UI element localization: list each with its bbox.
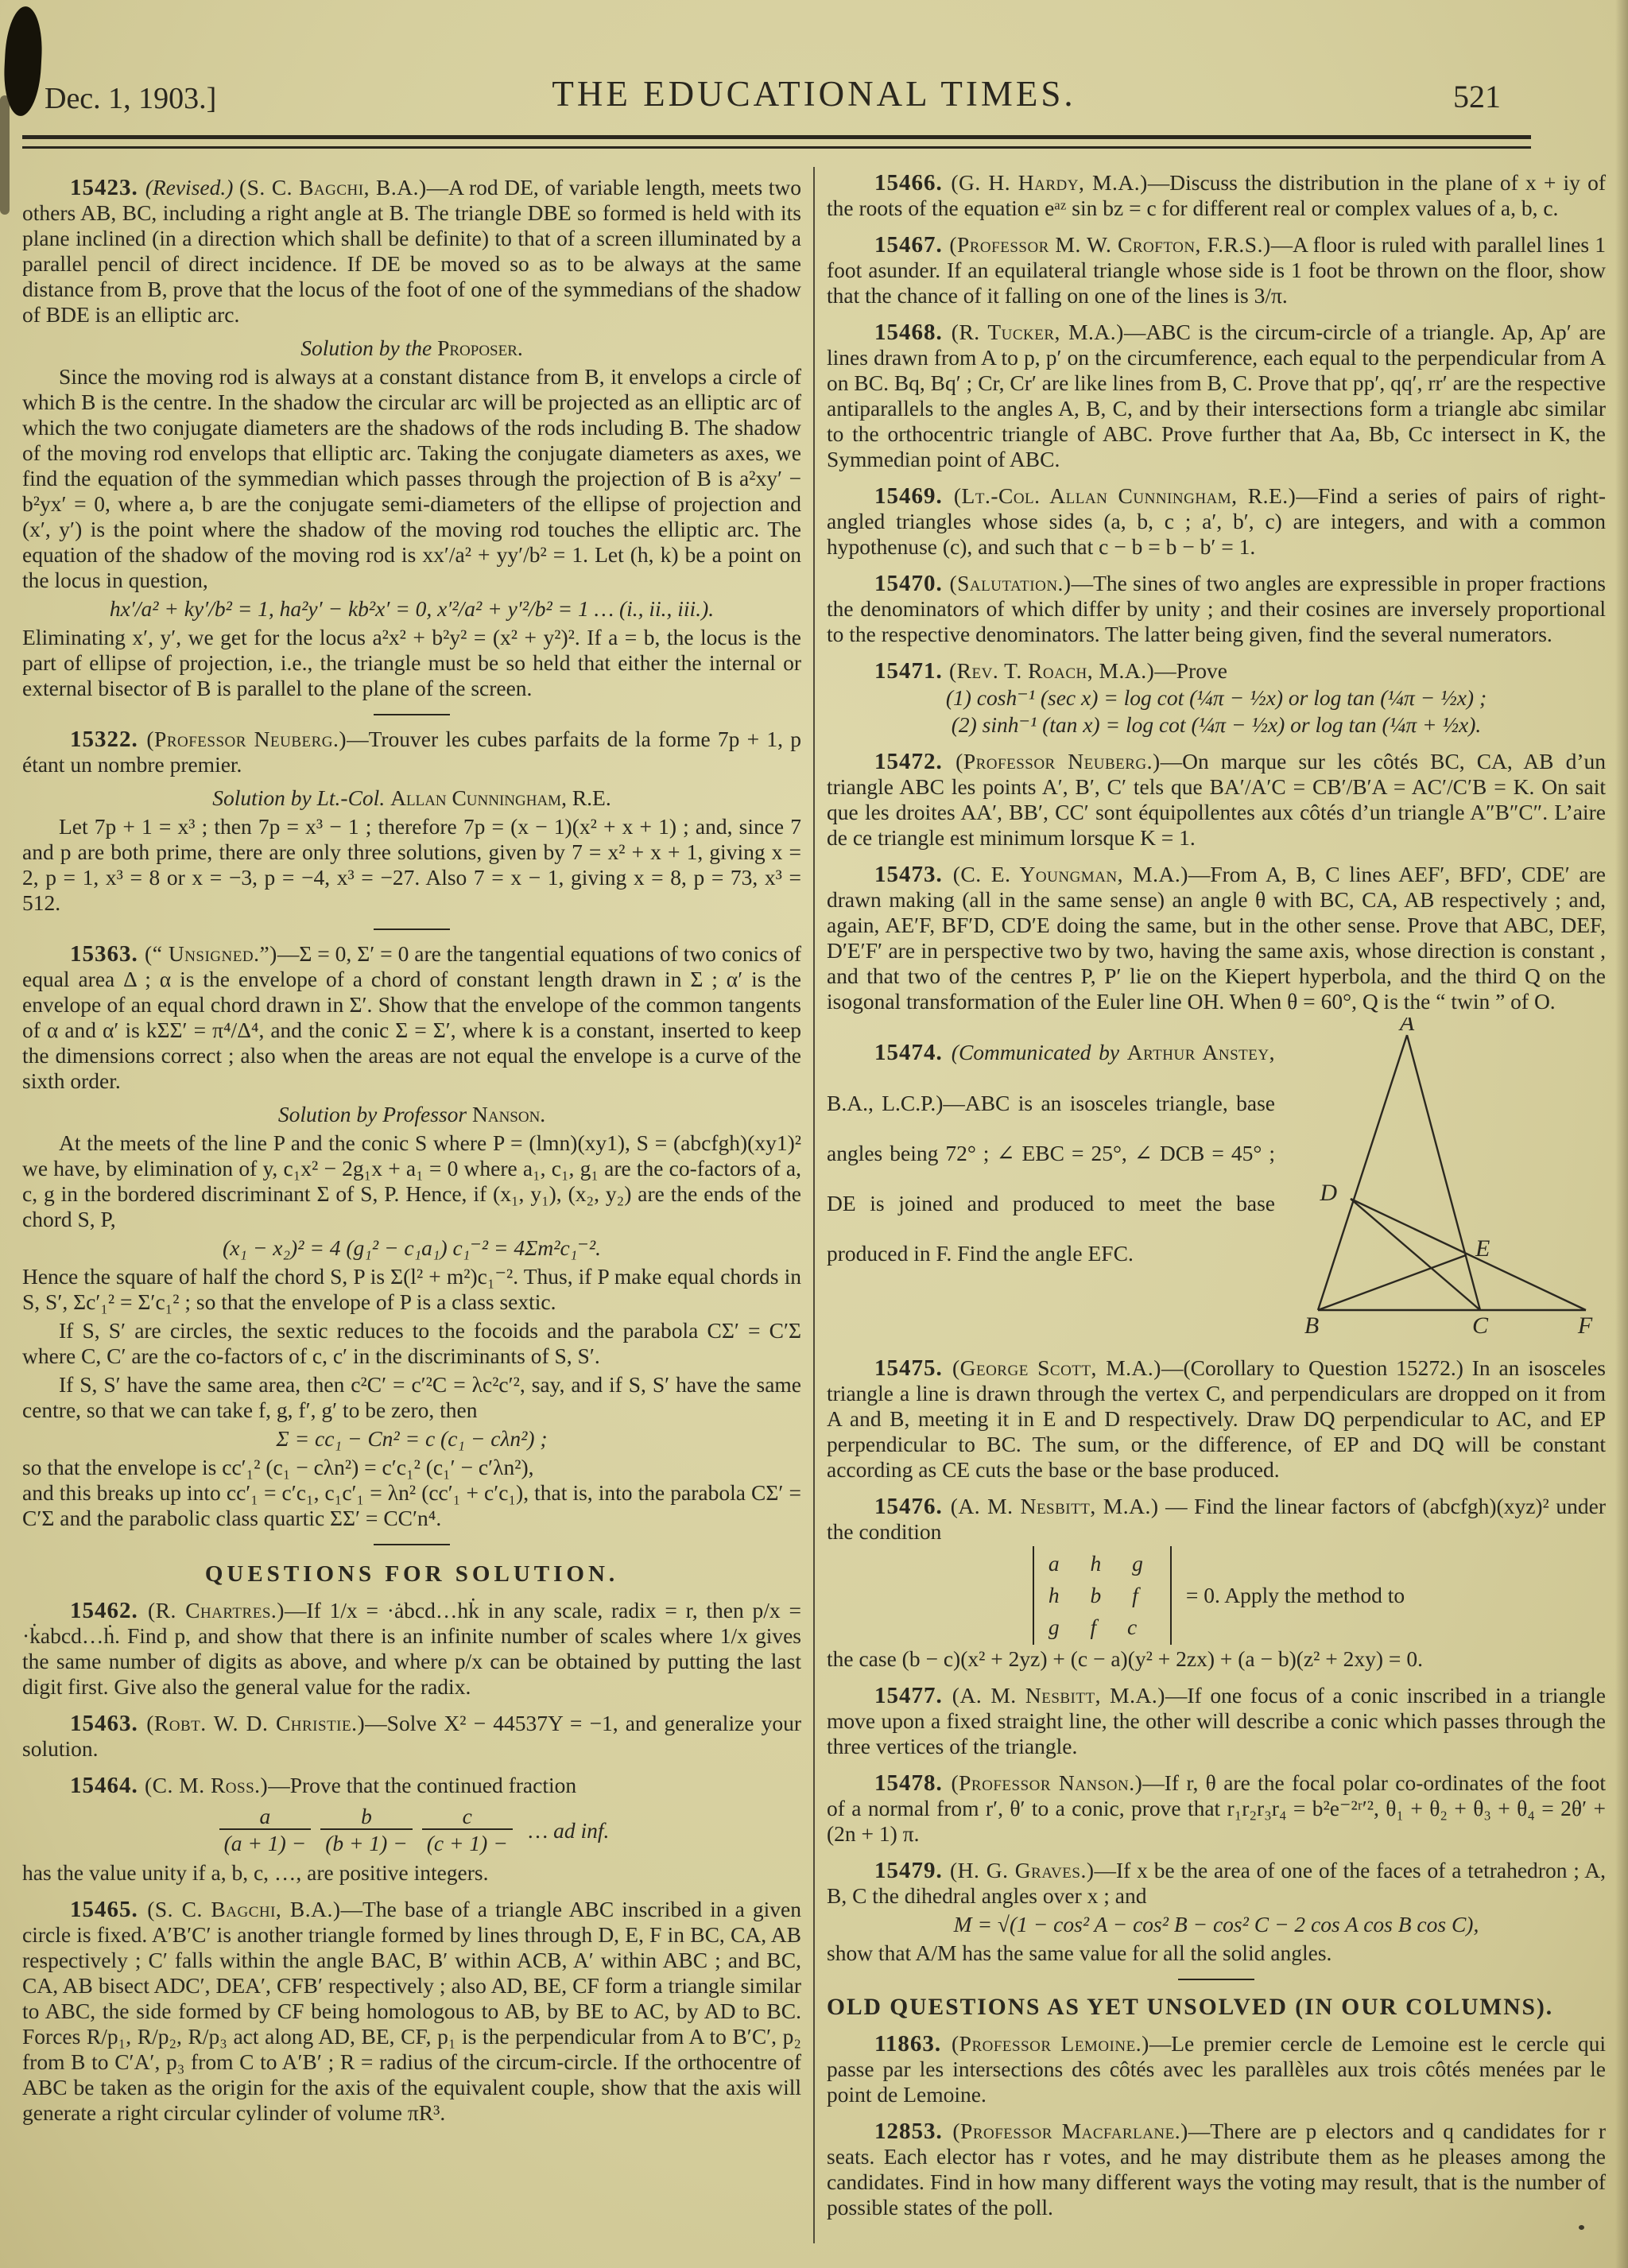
problem-number: 15468. xyxy=(874,320,952,345)
problem-author: (S. C. Bagchi, B.A.) xyxy=(147,1897,341,1921)
display-equation: (x₁ − x₂)² = 4 (g₁² − c₁a₁) c₁⁻² = 4Σm²c₁⁻². xyxy=(223,1235,601,1260)
problem-author: (Salutation.) xyxy=(949,571,1072,595)
determinant-matrix: a h g h b f g f c xyxy=(1033,1546,1172,1645)
solution-paragraph: Let 7p + 1 = x³ ; then 7p = x³ − 1 ; therefore 7p = (x − 1)(x² + x + 1) ; and, since 7 and p are both prime, there are only three solutions, given by 7 = x² + x + 1, giving x = 2, p = 1, x³ = 8 or x = −3, p = −4, x³ = −27. Also 7 = x − 1, giving x = 8, p = 73, x³ = 512. xyxy=(22,814,801,915)
problem-text: —Trouver les cubes parfaits de la forme 7p + 1, p étant un nombre premier. xyxy=(22,727,802,777)
problem-number: 15474. xyxy=(874,1040,952,1065)
page-edge-shadow xyxy=(1615,0,1628,2268)
problem-15469 xyxy=(827,483,1606,560)
problem-15478 xyxy=(827,1770,1606,1847)
figure-label-D: D xyxy=(1320,1180,1337,1206)
solution-paragraph: so that the envelope is cc′₁² (c₁ − cλn²) = c′c₁² (c₁′ − c′λn²), xyxy=(22,1455,534,1479)
problem-author: (C. M. Ross.) xyxy=(145,1773,269,1797)
problem-author: (Professor Nanson.) xyxy=(951,1770,1143,1795)
left-column xyxy=(22,164,801,2243)
problem-11863 xyxy=(827,2031,1606,2107)
problem-number: 15471. xyxy=(874,658,949,684)
problem-text: —On marque sur les côtés BC, CA, AB d’un triangle ABC les points A′, B′, C′ tels que BA′/A′C = CB′/B′A = AC′/C′B = K. On sait que les droites AA′, BB′, CC′ sont équipollentes aux côtés d’un triangle A″B″C″. L’aire de ce triangle est minimum lorsque K = 1. xyxy=(827,749,1606,850)
figure-line-AB xyxy=(1318,1035,1407,1310)
problem-text: —From A, B, C lines AEF′, BFD′, CDE′ are drawn making (all in the same sense) an angle θ with BC, CA, AB respectively ; and, again, AE′F, BF′D, CD′E doing the same, but in the other sense. Prove that ABC, DEF, D′E′F′ are in perspective two by two, having the same axis, whose direction is constant , and that two of the centres P, P′ lie on the Kiepert hyperbola, and the third Q on the isogonal transformation of the Euler line OH. When θ = 60°, Q is the “ twin ” of O. xyxy=(827,862,1607,1014)
problem-text: —There are p electors and q candidates for r seats. Each elector has r votes, and he may distribute them as he pleases among the candidates. Find in how many different ways the voting may result, that is the number of possible states of the poll. xyxy=(827,2119,1606,2220)
solution-heading-15363: Solution by Professor Nanson. xyxy=(277,1102,546,1126)
display-equation: (1) cosh⁻¹ (sec x) = log cot (¼π − ½x) or log tan (¼π − ½x) ; xyxy=(945,685,1487,710)
problem-15470 xyxy=(827,571,1606,647)
problem-author: (G. H. Hardy, M.A.) xyxy=(951,170,1148,195)
problem-author: (H. G. Graves.) xyxy=(949,1858,1095,1882)
section-separator xyxy=(374,714,450,715)
problem-number: 15479. xyxy=(874,1858,950,1883)
problem-author: (Robt. W. D. Christie.) xyxy=(146,1711,366,1735)
fraction-term: $\frac{c}{(c + 1) -}$ xyxy=(422,1805,513,1857)
problem-text-continued: show that A/M has the same value for all the solid angles. xyxy=(827,1940,1332,1965)
problem-15462 xyxy=(22,1598,801,1700)
section-separator xyxy=(374,1544,450,1545)
problem-text: —A floor is ruled with parallel lines 1 foot asunder. If an equilateral triangle whose side is 1 foot be thrown on the floor, show that the chance of it falling on one of the lines is 3/π. xyxy=(827,232,1607,308)
problem-15473 xyxy=(827,862,1606,1014)
problem-text: —(Corollary to Question 15272.) In an isosceles triangle a line is drawn through the vertex C, and perpendiculars are dropped on it from A and B, meeting it in E and D respectively. Draw DQ perpendicular to AC, and EP perpendicular to BC. The sum, or the difference, of EP and DQ will be constant according as CE cuts the base or the base produced. xyxy=(827,1355,1607,1482)
problem-author: (Professor Neuberg.) xyxy=(146,727,347,751)
problem-author: (Professor M. W. Crofton, F.R.S.) xyxy=(949,232,1271,257)
problem-number: 15478. xyxy=(874,1770,952,1796)
problem-15479 xyxy=(827,1858,1606,1909)
problem-author: (Professor Neuberg.) xyxy=(955,749,1161,773)
problem-15466 xyxy=(827,170,1606,221)
continued-fraction xyxy=(22,1805,801,1857)
figure-line-BE xyxy=(1318,1255,1466,1310)
solution-paragraph: At the meets of the line P and the conic S where P = (lmn)(xy1), S = (abcfgh)(xy1)² we have, by elimination of y, c₁x² − 2g₁x + a₁ = 0 where a₁, c₁, g₁ are the co-factors of a, c, g in the bordered discriminant Σ of S, P. Hence, if (x₁, y₁), (x₂, y₂) are the ends of the chord S, P, xyxy=(22,1130,801,1231)
problem-number: 15423. xyxy=(70,175,145,200)
solution-paragraph: If S, S′ are circles, the sextic reduces to the focoids and the parabola CΣ′ = C′Σ where C, C′ are the co-factors of c, c′ in the discriminants of S, S′. xyxy=(22,1318,801,1368)
display-equation: Σ = cc₁ − Cn² = c (c₁ − cλn²) ; xyxy=(276,1426,548,1451)
problem-number: 15472. xyxy=(874,749,956,774)
problem-text: —Find a series of pairs of right-angled triangles whose sides (a, b, c ; a′, b′, c) are integers, and with a common hypothenuse (c), and such that c − b = b − b′ = 1. xyxy=(827,483,1607,559)
ad-inf-label: … ad inf. xyxy=(528,1818,610,1843)
problem-author: (R. Tucker, M.A.) xyxy=(951,320,1124,344)
geometry-figure-15474 xyxy=(1288,1018,1606,1341)
section-heading-old-questions: OLD QUESTIONS AS YET UNSOLVED (IN OUR COLUMNS). xyxy=(827,1995,1554,2020)
solution-paragraph: Hence the square of half the chord S, P is Σ(l² + m²)c₁⁻². Thus, if P make equal chords in S, S′, Σc′₁² = Σ′c₁² ; so that the envelope of P is a class sextic. xyxy=(22,1264,801,1314)
problem-text: —A rod DE, of variable length, meets two others AB, BC, including a right angle at B. The triangle DBE so formed is held with its plane inclined (in a direction which shall be definite) to that of a screen illuminated by a parallel pencil of direct incidence. If DE be moved so as to be always at the same distance from B, prove that the locus of the foot of one of the symmedians of the shadow of BDE is an elliptic arc. xyxy=(22,175,801,327)
problem-text: —If r, θ are the focal polar co-ordinates of the foot of a normal from r′, θ′ to a conic, prove that r₁r₂r₃r₄ = b²e⁻²ʳ′², θ₁ + θ₂ + θ₃ + θ₄ = 2θ′ + (2n + 1) π. xyxy=(827,1770,1607,1846)
problem-15472 xyxy=(827,749,1606,851)
solution-heading-15423: Solution by the Proposer. xyxy=(300,335,523,360)
solution-paragraph: and this breaks up into cc′₁ = c′c₁, c₁c′₁ = λn² (cc′₁ + c′c₁), that is, into the parabola CΣ′ = C′Σ and the parabolic class quartic ΣΣ′ = CC′n⁴. xyxy=(22,1480,801,1530)
display-equation: (2) sinh⁻¹ (tan x) = log cot (¼π − ½x) or log tan (¼π + ½x). xyxy=(951,712,1482,737)
figure-label-A: A xyxy=(1399,1018,1415,1036)
problem-author: (Professor Lemoine.) xyxy=(952,2031,1149,2056)
problem-15471 xyxy=(827,658,1606,684)
problem-15465 xyxy=(22,1897,801,2126)
problem-text: —Prove that the continued fraction xyxy=(268,1773,577,1797)
problem-text: —Discuss the distribution in the plane of x + iy of the roots of the equation eᵃᶻ sin bz = c for different real or complex values of a, b, c. xyxy=(827,170,1607,220)
display-equation: hx′/a² + ky′/b² = 1, ha²y′ − kb²x′ = 0, x′²/a² + y′²/b² = 1 … (i., ii., iii.). xyxy=(109,596,715,621)
figure-line-DC xyxy=(1351,1199,1480,1310)
problem-15464 xyxy=(22,1773,801,1798)
page-title: THE EDUCATIONAL TIMES. xyxy=(552,74,1076,114)
problem-15476 xyxy=(827,1494,1606,1545)
problem-12853 xyxy=(827,2119,1606,2220)
problem-number: 15464. xyxy=(70,1773,145,1798)
problem-text: —If 1/x = ·ȧbcd…hk̇ in any scale, radix = r, then p/x = ·k̇abcd…ḣ. Find p, and show that there is an infinite number of scales where 1/x gives the same number of digits as above, and where p/x can be obtained by putting the last digit first. Give also the general value for the radix. xyxy=(22,1598,801,1699)
problem-text: —Solve X² − 44537Y = −1, and generalize your solution. xyxy=(22,1711,802,1761)
problem-author: (Rev. T. Roach, M.A.) xyxy=(949,658,1155,683)
determinant-after-text: = 0. Apply the method to xyxy=(1185,1583,1405,1607)
problem-text: —The base of a triangle ABC inscribed in a given circle is fixed. A′B′C′ is another triangle formed by lines through D, E, F in BC, CA, AB respectively ; C′ falls within the angle BAC, B′ within ACB, A′ within ABC ; and BC, CA, AB bisect ADC′, DEA′, CFB′ respectively ; also AD, BE, CF form a triangle similar to ABC, the side formed by CF being homologous to AB, by BE to AC, by AD to BC. Forces R/p₁, R/p₂, R/p₃ act along AD, BE, CF, p₁ is the perpendicular from A to B′C′, p₂ from B to C′A′, p₃ from C to A′B′ ; R = radius of the circum-circle. If the orthocentre of ABC be taken as the origin for the axis of the equivalent couple, show that the axis will generate a right circular cylinder of volume πR³. xyxy=(22,1897,802,2125)
problem-number: 11863. xyxy=(874,2031,952,2057)
figure-line-DF xyxy=(1351,1199,1586,1310)
problem-15322 xyxy=(22,727,801,777)
right-column xyxy=(827,164,1606,2243)
problem-15477 xyxy=(827,1683,1606,1759)
problem-number: 15363. xyxy=(70,941,145,967)
figure-label-F: F xyxy=(1577,1312,1593,1336)
problem-number: 15475. xyxy=(874,1355,952,1381)
problem-author: (R. Chartres.) xyxy=(147,1598,285,1622)
problem-author: (Lt.-Col. Allan Cunningham, R.E.) xyxy=(953,483,1297,508)
fraction-term: $\frac{a}{(a + 1) -}$ xyxy=(219,1805,312,1857)
problem-number: 12853. xyxy=(874,2119,953,2144)
problem-author: (A. M. Nesbitt, M.A.) xyxy=(950,1494,1159,1518)
section-separator xyxy=(1178,1979,1254,1980)
problem-number: 15473. xyxy=(874,862,953,887)
problem-text: B.A., L.C.P.)—ABC is an isosceles triangle, base angles being 72° ; ∠ EBC = 25°, ∠ DCB = 45° ; DE is joined and produced to meet the base produced in F. Find the angle EFC. xyxy=(827,1091,1275,1266)
problem-text: — Find the linear factors of (abcfgh)(xyz)² under the condition xyxy=(827,1494,1606,1544)
page-number: 521 xyxy=(1453,79,1501,114)
problem-text: —Le premier cercle de Lemoine est le cercle qui passe par les intersections des côtés avec les parallèles aux trois côtés menées par le point de Lemoine. xyxy=(827,2031,1606,2107)
solution-paragraph: If S, S′ have the same area, then c²C′ = c′²C = λc²c′², say, and if S, S′ have the same centre, so that we can take f, g, f′, g′ to be zero, then xyxy=(22,1372,801,1422)
figure-line-AC xyxy=(1407,1035,1480,1310)
section-heading-questions-for-solution: QUESTIONS FOR SOLUTION. xyxy=(204,1561,619,1587)
problem-note: (Revised.) xyxy=(145,175,239,200)
problem-text-continued: the case (b − c)(x² + 2yz) + (c − a)(y² + 2zx) + (a − b)(z² + 2xy) = 0. xyxy=(827,1646,1423,1671)
problem-text: —Σ = 0, Σ′ = 0 are the tangential equations of two conics of equal area Δ ; α is the envelope of a chord of constant length drawn in Σ ; α′ is the envelope of an equal chord drawn in Σ′. Show that the envelope of the common tangents of α and α′ is kΣΣ′ = π⁴/Δ⁴, and the conic Σ = Σ′, where k is a constant, inserted to keep the dimensions correct ; also when the areas are not equal the envelope is a curve of the sixth order. xyxy=(22,941,801,1093)
display-equation: M = √(1 − cos² A − cos² B − cos² C − 2 cos A cos B cos C), xyxy=(953,1912,1479,1937)
problem-author: (A. M. Nesbitt, M.A.) xyxy=(952,1683,1165,1708)
problem-author: (C. E. Youngman, M.A.) xyxy=(952,862,1188,886)
determinant-condition xyxy=(827,1546,1606,1645)
two-column-body xyxy=(22,164,1606,2243)
problem-author: (Professor Macfarlane.) xyxy=(952,2119,1188,2143)
solution-paragraph: Eliminating x′, y′, we get for the locus a²x² + b²y² = (x² + y²)². If a = b, the locus is the part of ellipse of projection, i.e., the triangle must be so held that either the internal or external bisector of B is parallel to the plane of the screen. xyxy=(22,625,801,700)
solution-heading-15322: Solution by Lt.-Col. Allan Cunningham, R.E. xyxy=(212,785,611,810)
problem-number: 15322. xyxy=(70,727,147,752)
problem-number: 15467. xyxy=(874,232,950,258)
problem-number: 15470. xyxy=(874,571,950,596)
figure-label-B: B xyxy=(1304,1312,1320,1336)
column-divider-rule xyxy=(813,167,815,2243)
problem-author: Arthur Anstey, xyxy=(1126,1040,1275,1064)
issue-date: Dec. 1, 1903.] xyxy=(45,82,217,115)
problem-number: 15466. xyxy=(874,170,952,196)
problem-15475 xyxy=(827,1355,1606,1483)
figure-label-E: E xyxy=(1475,1235,1490,1262)
problem-author: (S. C. Bagchi, B.A.) xyxy=(238,175,427,200)
problem-number: 15463. xyxy=(70,1711,147,1736)
problem-text: —If x be the area of one of the faces of a tetrahedron ; A, B, C the dihedral angles over x ; and xyxy=(827,1858,1606,1908)
problem-15468 xyxy=(827,320,1606,472)
problem-15423 xyxy=(22,175,801,328)
scan-artifact-streak xyxy=(0,95,10,215)
problem-text: —Prove xyxy=(1154,658,1227,683)
problem-text: —If one focus of a conic inscribed in a triangle move upon a fixed straight line, the other will describe a conic which passes through the three vertices of the triangle. xyxy=(827,1683,1606,1758)
figure-label-C: C xyxy=(1471,1312,1489,1336)
problem-number: 15469. xyxy=(874,483,954,509)
solution-paragraph: Since the moving rod is always at a constant distance from B, it envelops a circle of which B is the centre. In the shadow the circular arc will be projected as an elliptic arc of which the two conjugate diameters are the shadows of the rods including B. The shadow of the moving rod envelops that elliptic arc. Taking the conjugate diameters as axes, we find the equation of the symmedian which passes through the projection of B is a²xy′ − b²yx′ = 0, where a, b are the conjugate semi-diameters of the ellipse of projection and (x′, y′) is the point where the shadow of the moving rod touches the elliptic arc. The equation of the shadow of the moving rod is xx′/a² + yy′/b² = 1. Let (h, k) be a point on the locus in question, xyxy=(22,364,801,592)
problem-number: 15476. xyxy=(874,1494,951,1519)
section-separator xyxy=(374,929,450,930)
problem-15467 xyxy=(827,232,1606,308)
fraction-term: $\frac{b}{(b + 1) -}$ xyxy=(320,1805,413,1857)
problem-number: 15462. xyxy=(70,1598,148,1623)
communicated-by: (Communicated by xyxy=(951,1040,1127,1064)
problem-15363 xyxy=(22,941,801,1094)
problem-text: —ABC is the circum-circle of a triangle. Ap, Ap′ are lines drawn from A to p, p′ on the circumference, each equal to the perpendicular from A on BC. Bq, Bq′ ; Cr, Cr′ are like lines from B, C. Prove that pp′, qq′, rr′ are the respective antiparallels to the angles A, B, C, and by their intersections form a triangle abc similar to the orthocentric triangle of ABC. Prove further that Aa, Bb, Cc intersect in K, the Symmedian point of ABC. xyxy=(827,320,1607,471)
problem-15463 xyxy=(22,1711,801,1762)
header-rule xyxy=(22,135,1531,149)
page-header xyxy=(22,73,1606,124)
problem-author: (George Scott, M.A.) xyxy=(952,1355,1161,1380)
problem-author: (“ Unsigned.”) xyxy=(145,941,277,966)
problem-text: —The sines of two angles are expressible in proper fractions the denominators of which differ by unity ; and their cosines are inversely proportional to the respective denominators. The latter being given, find the several numerators. xyxy=(827,571,1606,646)
problem-text-continued: has the value unity if a, b, c, …, are positive integers. xyxy=(22,1860,489,1885)
problem-number: 15477. xyxy=(874,1683,952,1708)
problem-number: 15465. xyxy=(70,1897,148,1922)
